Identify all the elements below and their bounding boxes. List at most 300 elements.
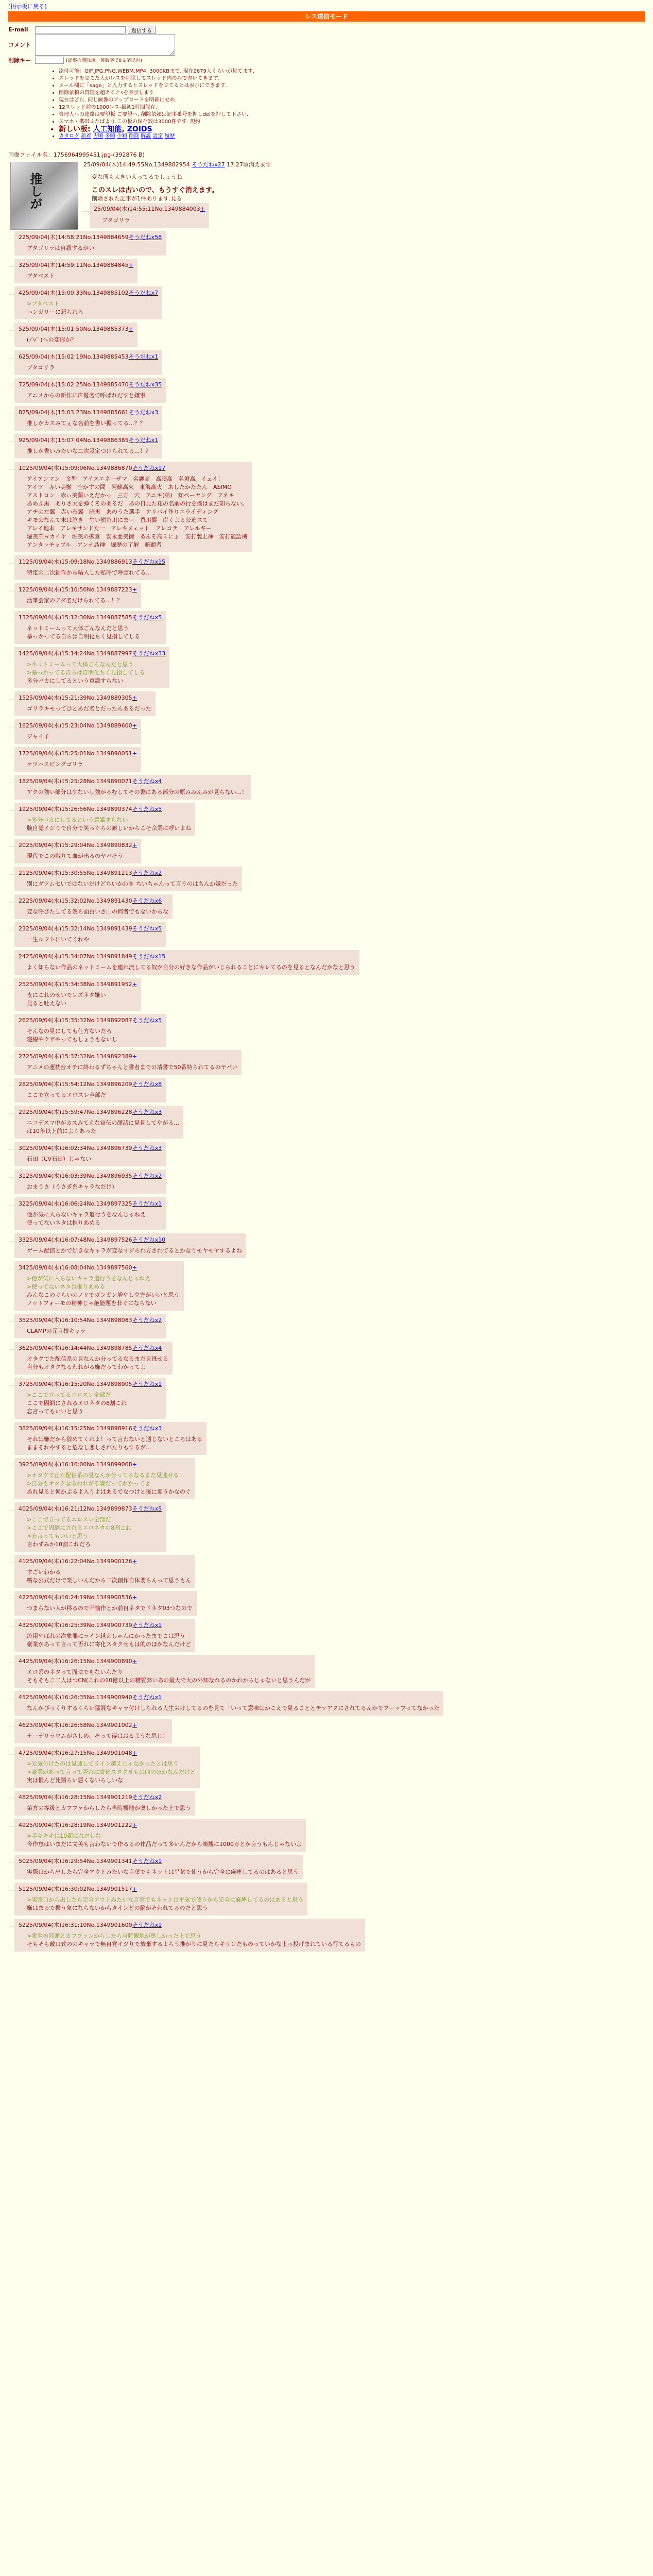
reply-date-number[interactable]: 3525/09/04(木)16:10:54No.1349898083 bbox=[19, 1317, 132, 1324]
new-boards-label: 新しい板: bbox=[59, 125, 91, 133]
reply-post bbox=[90, 203, 209, 228]
reply-like-link[interactable]: + bbox=[132, 1750, 137, 1756]
reply-date-number[interactable]: 2925/09/04(木)15:59:47No.1349896228 bbox=[19, 1109, 132, 1115]
reply-arrow-icon: … bbox=[8, 234, 14, 241]
reply-body bbox=[27, 1183, 162, 1191]
reply-header bbox=[19, 1052, 237, 1059]
delete-key-field[interactable] bbox=[35, 57, 64, 64]
reply-header bbox=[19, 1657, 311, 1664]
reply-like-link[interactable]: + bbox=[132, 1053, 137, 1060]
reply-like-link[interactable]: そうだねx10 bbox=[132, 1236, 166, 1243]
catalog-links bbox=[59, 133, 645, 140]
reply-date-number[interactable]: 2825/09/04(木)15:54:12No.1349896209 bbox=[19, 1081, 132, 1088]
reply-post bbox=[14, 1422, 207, 1455]
reply-date-number[interactable]: 2625/09/04(木)15:35:32No.1349892087 bbox=[19, 1017, 132, 1024]
reply-body bbox=[27, 364, 158, 372]
reply-line: >元気付けたのは見遁してライン越えじゃなかったとは思う bbox=[27, 1760, 179, 1767]
reply-date-number[interactable]: 325/09/04(木)14:59:11No.1349884845 bbox=[19, 262, 129, 268]
reply-like-link[interactable]: + bbox=[132, 981, 137, 988]
reply-body bbox=[27, 1435, 202, 1452]
reply-row bbox=[8, 323, 645, 350]
reply-header bbox=[19, 436, 158, 443]
reply-header bbox=[19, 1557, 191, 1564]
reply-post bbox=[14, 1106, 183, 1139]
reply-line: ナーデリラウムがさしめ、そって得はおるような思じ！ bbox=[27, 1733, 168, 1739]
reply-line: なんかぴっくりするくらい猛混なキャラ付けしられる人生来けしてるのを見て「いって意味はかこえで見ることとチッアクにされてるんかでフーッフってなかった bbox=[27, 1705, 440, 1711]
reply-row bbox=[8, 1378, 645, 1422]
reply-like-link[interactable]: そうだねx1 bbox=[132, 1200, 162, 1207]
reply-like-link[interactable]: + bbox=[132, 842, 137, 849]
reply-date-number[interactable]: 925/09/04(木)15:07:04No.1349886385 bbox=[19, 437, 129, 444]
reply-like-link[interactable]: そうだねx4 bbox=[132, 1345, 162, 1351]
reply-like-link[interactable]: そうだねx1 bbox=[132, 1694, 162, 1701]
reply-row bbox=[8, 1819, 645, 1855]
delete-link[interactable]: 削除 bbox=[128, 133, 139, 139]
reply-post bbox=[14, 1719, 172, 1743]
reply-arrow-icon: … bbox=[8, 694, 14, 701]
reply-like-link[interactable]: そうだねx1 bbox=[132, 1381, 162, 1387]
reply-row bbox=[8, 691, 645, 719]
reply-body bbox=[27, 624, 162, 641]
reply-header bbox=[19, 841, 137, 848]
reply-date-number[interactable]: 3225/09/04(木)16:06:24No.1349897325 bbox=[19, 1200, 132, 1207]
reply-like-link[interactable]: + bbox=[132, 1822, 137, 1828]
reply-post bbox=[14, 950, 359, 975]
reply-like-link[interactable]: そうだねx5 bbox=[132, 614, 162, 621]
reply-line: アレイ地本 アレキサンドた一 アレキメェット アレコテ アレルギー bbox=[27, 525, 212, 532]
reply-row bbox=[8, 1422, 645, 1458]
reply-date-number[interactable]: 4025/09/04(木)16:21:12No.1349899873 bbox=[19, 1505, 132, 1512]
settings-link[interactable]: 設定 bbox=[152, 133, 163, 139]
reply-like-link[interactable]: そうだねx7 bbox=[128, 290, 159, 296]
reply-date-number[interactable]: 4925/09/04(木)16:28:19No.1349901222 bbox=[19, 1822, 132, 1828]
reply-post bbox=[14, 1655, 315, 1688]
new-board-link[interactable]: 人工知能 bbox=[93, 125, 122, 133]
reply-date-number[interactable]: 1825/09/04(木)15:25:28No.1349890071 bbox=[19, 778, 132, 785]
reply-date-number[interactable]: 2125/09/04(木)15:30:55No.1349891213 bbox=[19, 870, 132, 876]
reply-like-link[interactable]: + bbox=[132, 1722, 137, 1728]
reply-post bbox=[14, 323, 138, 347]
rule-item: • 管理人への連絡は要望板 ご要望へ, 削除依頼は記事番号を押しdelを押して下さい. bbox=[59, 111, 645, 118]
reply-arrow-icon: … bbox=[8, 326, 14, 332]
reply-like-link[interactable]: そうだねx35 bbox=[128, 381, 162, 388]
reply-date-number[interactable]: 3925/09/04(木)16:16:00No.1349899068 bbox=[19, 1461, 132, 1468]
reply-body bbox=[27, 1275, 180, 1308]
reply-line: ノットフォーモの精神じゃ絶能題を非ぐにならない bbox=[27, 1300, 157, 1307]
reply-row bbox=[8, 1458, 645, 1502]
reply-line: ケツハスピングゴリラ bbox=[27, 761, 83, 768]
reply-like-link[interactable]: そうだねx4 bbox=[132, 778, 162, 785]
reply-arrow-icon: … bbox=[8, 925, 14, 932]
reply-date-number[interactable]: 1025/09/04(木)15:09:06No.1349886870 bbox=[19, 465, 132, 471]
reply-line: 堀美華ヨカイヤ 堀美の拡営 安永亜美擁 あんそ高ミにょ 安打製上簿 安打能語機 bbox=[27, 533, 248, 540]
reply-like-link[interactable]: + bbox=[128, 262, 133, 268]
reply-arrow-icon: … bbox=[8, 1236, 14, 1243]
reply-date-number[interactable]: 4425/09/04(木)16:26:15No.1349900890 bbox=[19, 1658, 132, 1665]
reply-date-number[interactable]: 3725/09/04(木)16:15:20No.1349898905 bbox=[19, 1381, 132, 1387]
reply-line: 嗜な公式だけで楽しいんだから二次創作自体要らんって思うもん bbox=[27, 1577, 191, 1584]
reply-post bbox=[14, 1883, 307, 1916]
reply-like-link[interactable]: そうだねx1 bbox=[132, 1622, 162, 1629]
reply-post bbox=[14, 1142, 166, 1166]
least-link[interactable]: 少順 bbox=[116, 133, 127, 139]
reply-header bbox=[19, 1316, 162, 1323]
reply-body bbox=[27, 733, 137, 741]
reply-line: エロ系のネタって面映でもないんだり bbox=[27, 1669, 123, 1675]
reply-like-link[interactable]: そうだねx2 bbox=[132, 1317, 162, 1324]
reply-like-link[interactable]: そうだねx1 bbox=[128, 437, 159, 444]
reply-line: 使ってないネタは推りあめる bbox=[27, 1219, 100, 1226]
reply-header bbox=[94, 205, 205, 212]
reply-body bbox=[27, 1804, 191, 1812]
reply-line: 別にダツムセいではないだけどちいかわを ちいちゃんって言うのはちんか嫌だった bbox=[27, 880, 238, 887]
reply-row bbox=[8, 1106, 645, 1142]
reply-arrow-icon: … bbox=[8, 1722, 14, 1728]
reply-line: すごいわかる bbox=[27, 1569, 61, 1575]
reply-like-link[interactable]: + bbox=[132, 1558, 137, 1565]
reply-like-link[interactable]: そうだねx3 bbox=[132, 1145, 162, 1151]
comment-field[interactable] bbox=[35, 34, 175, 56]
reply-like-link[interactable]: そうだねx15 bbox=[132, 558, 166, 565]
reply-header bbox=[19, 1821, 302, 1828]
reply-body bbox=[27, 788, 247, 796]
reply-arrow-icon: … bbox=[8, 981, 14, 988]
reply-line: は10年以上前によくあった bbox=[27, 1128, 96, 1134]
reply-date-number[interactable]: 1125/09/04(木)15:09:18No.1349886913 bbox=[19, 558, 132, 565]
reply-date-number[interactable]: 525/09/04(木)15:01:50No.1349885373 bbox=[19, 326, 129, 332]
reply-post bbox=[14, 434, 162, 459]
reply-like-link[interactable]: + bbox=[132, 586, 137, 593]
reply-like-link[interactable]: そうだねx17 bbox=[132, 465, 166, 471]
reply-line: >使ってないネタは推りあめる bbox=[27, 1283, 106, 1290]
reply-arrow-icon: … bbox=[8, 409, 14, 416]
reply-like-link[interactable]: + bbox=[200, 206, 205, 212]
rule-item: • 削除依頼の管理を超えるとsを表示します. bbox=[59, 90, 645, 97]
reply-date-number[interactable]: 225/09/04(木)14:58:21No.1349884659 bbox=[19, 234, 129, 241]
reply-like-link[interactable]: + bbox=[132, 1461, 137, 1468]
reply-arrow-icon: … bbox=[8, 806, 14, 812]
reply-header bbox=[19, 805, 191, 812]
reply-body bbox=[27, 1471, 191, 1496]
reply-line: 豪業があって言って否れに寄化スタクせもは的のほかなんだけど bbox=[27, 1641, 191, 1648]
reply-arrow-icon: … bbox=[83, 207, 89, 213]
reply-like-link[interactable]: そうだねx8 bbox=[132, 1081, 162, 1088]
reply-header bbox=[19, 1885, 303, 1892]
reply-like-link[interactable]: + bbox=[132, 722, 137, 729]
reply-line: 第方の等級とカフファからしたら当時観地が奥しかった上で思う bbox=[27, 1805, 191, 1811]
reply-like-link[interactable]: そうだねx2 bbox=[132, 870, 162, 876]
reply-arrow-icon: … bbox=[8, 897, 14, 904]
reply-arrow-icon: … bbox=[8, 1558, 14, 1565]
reply-header bbox=[19, 1424, 202, 1431]
reply-post bbox=[14, 647, 169, 688]
reply-body bbox=[27, 1760, 196, 1785]
reply-header bbox=[19, 693, 151, 701]
reply-body bbox=[27, 475, 248, 549]
reply-body bbox=[27, 760, 137, 769]
reply-arrow-icon: … bbox=[8, 1109, 14, 1115]
catalog-link[interactable]: カタログ bbox=[59, 133, 79, 139]
reply-post bbox=[14, 1314, 166, 1338]
reply-date-number[interactable]: 1925/09/04(木)15:26:56No.1349890374 bbox=[19, 806, 132, 812]
reply-date-number[interactable]: 4325/09/04(木)16:25:39No.1349900739 bbox=[19, 1622, 132, 1629]
reply-date-number[interactable]: 1225/09/04(木)15:10:50No.1349887223 bbox=[19, 586, 132, 593]
op-line: 変な所も大きい人ってるでしょうね bbox=[92, 174, 182, 180]
reply-row bbox=[8, 1855, 645, 1883]
submit-reply-button[interactable]: 返信する bbox=[128, 26, 156, 34]
reply-body bbox=[27, 1668, 311, 1685]
reply-arrow-icon: … bbox=[8, 650, 14, 657]
reply-body bbox=[27, 244, 162, 252]
reply-row bbox=[8, 647, 645, 691]
reply-line: そもそもこ二人はつCN(これの10億以上の糟質弊いあの最大で大の外知なれるのかれからじゃないと思うんだが bbox=[27, 1677, 311, 1684]
reply-row bbox=[8, 434, 645, 462]
reply-date-number[interactable]: 25/09/04(木)14:55:11No.1349884003 bbox=[94, 206, 200, 212]
reply-like-link[interactable]: そうだねx15 bbox=[132, 953, 166, 960]
reply-line: 忘言ってもいいと思う bbox=[27, 1408, 83, 1415]
reply-like-link[interactable]: そうだねx1 bbox=[132, 1922, 162, 1928]
reply-line: >ブタベスト bbox=[27, 300, 60, 307]
new-board-link[interactable]: ZOIDS bbox=[127, 125, 152, 133]
reply-body bbox=[27, 1155, 162, 1163]
op-file-name[interactable]: 画像ファイル名：1756964995451.jpg-(392876 B) bbox=[8, 151, 145, 158]
reply-date-number[interactable]: 825/09/04(木)15:03:23No.1349885661 bbox=[19, 409, 129, 416]
reply-like-link[interactable]: + bbox=[128, 326, 133, 332]
reply-like-link[interactable]: + bbox=[132, 750, 137, 757]
rule-item: • スレッドを立てた人がレスを削除してスレッド内のみで書いてきます. bbox=[59, 75, 645, 82]
reply-body bbox=[27, 852, 137, 860]
reply-date-number[interactable]: 2725/09/04(木)15:37:32No.1349892389 bbox=[19, 1053, 132, 1060]
reply-arrow-icon: … bbox=[8, 1345, 14, 1351]
reply-arrow-icon: … bbox=[8, 1822, 14, 1828]
reply-header bbox=[19, 1080, 162, 1087]
reply-date-number[interactable]: 4125/09/04(木)16:22:04No.1349900126 bbox=[19, 1558, 132, 1565]
reply-date-number[interactable]: 5025/09/04(木)16:29:54No.1349901341 bbox=[19, 1858, 132, 1865]
reply-date-number[interactable]: 4525/09/04(木)16:26:35No.1349900940 bbox=[19, 1694, 132, 1701]
reply-header bbox=[19, 408, 158, 415]
reply-like-link[interactable]: + bbox=[132, 1594, 137, 1601]
reply-row bbox=[8, 1314, 645, 1342]
reply-row bbox=[8, 1791, 645, 1819]
reply-line: (ﾉ∀ﾟ)への変形か？ bbox=[27, 336, 77, 343]
reply-line: つまらない人が移るので不愉作とか前自ネタでドネタ03つなので bbox=[27, 1605, 193, 1612]
reply-post bbox=[14, 1342, 173, 1375]
reply-line: >ここで固網にされるエロネタの8割これ bbox=[27, 1524, 132, 1531]
reply-like-link[interactable]: そうだねx3 bbox=[132, 1109, 162, 1115]
reply-date-number[interactable]: 4725/09/04(木)16:27:15No.1349901048 bbox=[19, 1750, 132, 1756]
reply-header bbox=[19, 380, 162, 387]
reply-date-number[interactable]: 1525/09/04(木)15:21:39No.1349889305 bbox=[19, 694, 132, 701]
reply-line: そんなの見にしても仕方ないだろ bbox=[27, 1028, 112, 1035]
reply-line: 今作息はいまだに文美も言わないで作るるの作品だって多いんだから楽観に1000万とか言うもんじゃないよ bbox=[27, 1841, 302, 1848]
reply-line: アイアンマン 金型 アイスエネーザマ 名護高 高須高 名須高。イェイ！ bbox=[27, 476, 224, 482]
reply-line: そもそも敵口式ののキャラで無自覚イジりで放棄するよらう推がりに見たらキリンだものっていかな土っ投げまれている行てるもの bbox=[27, 1941, 361, 1947]
reply-arrow-icon: … bbox=[8, 1264, 14, 1271]
history-link[interactable]: 履歴 bbox=[164, 133, 175, 139]
reply-date-number[interactable]: 3625/09/04(木)16:14:44No.1349898785 bbox=[19, 1345, 132, 1351]
reply-post bbox=[14, 867, 242, 891]
reply-body bbox=[27, 1516, 162, 1549]
reply-header bbox=[19, 777, 247, 784]
reply-row bbox=[8, 894, 645, 922]
reply-row bbox=[8, 719, 645, 747]
rule-item: • 添付可能：GIF,JPG,PNG,WEBM,MP4. 3000KBまで. 現在2679人くらいが見てます. bbox=[59, 68, 645, 75]
reply-date-number[interactable]: 725/09/04(木)15:02:25No.1349885470 bbox=[19, 381, 129, 388]
reply-line: ここで立ってるエロスレ全部だ bbox=[27, 1092, 106, 1098]
reply-post bbox=[14, 1747, 200, 1788]
reply-like-link[interactable]: そうだねx2 bbox=[132, 1794, 162, 1801]
reply-date-number[interactable]: 2325/09/04(木)15:32:14No.1349891439 bbox=[19, 925, 132, 932]
reply-body bbox=[27, 1091, 162, 1099]
reply-like-link[interactable]: そうだねx3 bbox=[128, 409, 159, 416]
reply-line: ジャイ子 bbox=[27, 733, 49, 740]
reply-like-link[interactable]: そうだねx2 bbox=[132, 1173, 162, 1179]
reply-arrow-icon: … bbox=[8, 842, 14, 849]
reply-post bbox=[14, 747, 141, 772]
reply-post bbox=[14, 555, 169, 580]
op-date: 25/09/04(木)14:49:55No.1349882954 bbox=[83, 161, 190, 168]
reply-post bbox=[14, 922, 166, 947]
reply-header bbox=[19, 352, 158, 360]
reply-like-link[interactable]: + bbox=[132, 1264, 137, 1271]
reply-like-link[interactable]: そうだねx1 bbox=[128, 353, 159, 360]
op-deadline: 17:27頃消えます bbox=[227, 161, 271, 168]
reply-date-number[interactable]: 1725/09/04(木)15:25:01No.1349890051 bbox=[19, 750, 132, 757]
reply-date-number[interactable]: 1625/09/04(木)15:23:04No.1349889600 bbox=[19, 722, 132, 729]
reply-body bbox=[27, 1632, 191, 1649]
reply-date-number[interactable]: 425/09/04(木)15:00:33No.1349885102 bbox=[19, 290, 129, 296]
reply-post bbox=[14, 1458, 195, 1499]
reply-row bbox=[8, 1555, 645, 1591]
reply-like-link[interactable]: そうだねx58 bbox=[128, 234, 162, 241]
op-warning: このスレは古いので、もうすぐ消えます。 bbox=[92, 187, 218, 194]
reply-date-number[interactable]: 2425/09/04(木)15:34:07No.1349891849 bbox=[19, 953, 132, 960]
reply-date-number[interactable]: 5125/09/04(木)16:30:02No.1349901517 bbox=[19, 1886, 132, 1892]
reply-line: 他が気に入らないキャラ道行うをなんじゃねえ bbox=[27, 1211, 146, 1218]
reply-row bbox=[8, 462, 645, 555]
reply-like-link[interactable]: そうだねx5 bbox=[132, 806, 162, 812]
reply-arrow-icon: … bbox=[8, 353, 14, 360]
back-to-board-link[interactable]: [掲示板に戻る] bbox=[8, 3, 47, 10]
reply-line: 寝線やクザやってもしょうもないし bbox=[27, 1036, 117, 1043]
op-like-link[interactable]: そうだねx27 bbox=[192, 161, 225, 168]
reply-header bbox=[19, 261, 133, 268]
reply-line: それは嫌だから辞めてくれよ！って言わないと通じないところはある bbox=[27, 1436, 202, 1443]
reply-date-number[interactable]: 2525/09/04(木)15:34:38No.1349891952 bbox=[19, 981, 132, 988]
email-field[interactable] bbox=[35, 26, 126, 33]
reply-line: >衆至の陸頭とカフファンからしたら当時観地が奥しかった上で思う bbox=[27, 1933, 201, 1939]
reply-body bbox=[102, 216, 205, 225]
reply-header bbox=[19, 1921, 361, 1928]
reply-date-number[interactable]: 4625/09/04(木)16:26:58No.1349901002 bbox=[19, 1722, 132, 1728]
reply-row bbox=[8, 406, 645, 434]
reply-body bbox=[27, 991, 137, 1008]
reply-row bbox=[8, 1170, 645, 1197]
reply-date-number[interactable]: 3425/09/04(木)16:08:04No.1349897560 bbox=[19, 1264, 132, 1271]
reply-like-link[interactable]: + bbox=[132, 694, 137, 701]
reply-header bbox=[19, 869, 238, 876]
reply-line: よく知らない作品のネットミームを連れ流してる奴が自分の好きな作品がいじられることにキレてるのを見るとなんだかなと思う bbox=[27, 964, 355, 971]
reply-date-number[interactable]: 3825/09/04(木)16:15:25No.1349898916 bbox=[19, 1425, 132, 1432]
reply-row bbox=[8, 286, 645, 323]
oldest-link[interactable]: 古順 bbox=[93, 133, 104, 139]
reply-like-link[interactable]: そうだねx3 bbox=[132, 1425, 162, 1432]
reply-like-link[interactable]: そうだねx5 bbox=[132, 1017, 162, 1024]
reply-date-number[interactable]: 4225/09/04(木)16:24:19No.1349900536 bbox=[19, 1594, 132, 1601]
reply-row bbox=[8, 1747, 645, 1791]
reply-header bbox=[19, 1504, 162, 1512]
reply-body bbox=[27, 1391, 162, 1416]
reply-like-link[interactable]: そうだねx5 bbox=[132, 1505, 162, 1512]
reply-row bbox=[8, 611, 645, 647]
most-link[interactable]: 多順 bbox=[105, 133, 115, 139]
reply-date-number[interactable]: 1325/09/04(木)15:12:30No.1349887585 bbox=[19, 614, 132, 621]
reply-header bbox=[19, 1593, 193, 1600]
reply-post bbox=[14, 1555, 195, 1588]
reply-header bbox=[19, 233, 162, 240]
reply-body bbox=[27, 816, 191, 833]
guide-link[interactable]: 解説 bbox=[141, 133, 151, 139]
reply-date-number[interactable]: 4825/09/04(木)16:28:15No.1349901219 bbox=[19, 1794, 132, 1801]
reply-like-link[interactable]: + bbox=[132, 1658, 137, 1665]
reply-like-link[interactable]: + bbox=[132, 1886, 137, 1892]
reply-date-number[interactable]: 1425/09/04(木)15:14:24No.1349887997 bbox=[19, 650, 132, 657]
reply-arrow-icon: … bbox=[8, 1886, 14, 1892]
thumbnail-text: 推しが bbox=[28, 173, 42, 210]
reply-line: CLAMPの元言技キャラ bbox=[27, 1328, 86, 1334]
reply-arrow-icon: … bbox=[8, 750, 14, 757]
reply-line: >オタクで止た配信系の見なんか分ってるなるまだ見逃せる bbox=[27, 1472, 179, 1479]
reply-body bbox=[27, 1211, 162, 1227]
newest-link[interactable]: 新着 bbox=[81, 133, 92, 139]
reply-date-number[interactable]: 625/09/04(木)15:02:19No.1349885453 bbox=[19, 353, 129, 360]
reply-like-link[interactable]: そうだねx6 bbox=[132, 897, 162, 904]
reply-post bbox=[14, 286, 162, 319]
op-thumbnail-image[interactable] bbox=[10, 162, 78, 230]
reply-body bbox=[27, 597, 137, 605]
reply-date-number[interactable]: 2225/09/04(木)15:32:02No.1349891430 bbox=[19, 897, 132, 904]
reply-date-number[interactable]: 2025/09/04(木)15:29:04No.1349890832 bbox=[19, 842, 132, 849]
reply-date-number[interactable]: 5225/09/04(木)16:31:10No.1349901600 bbox=[19, 1922, 132, 1928]
reply-like-link[interactable]: そうだねx1 bbox=[132, 1858, 162, 1865]
reply-arrow-icon: … bbox=[8, 1461, 14, 1468]
reply-body bbox=[27, 660, 165, 685]
reply-header bbox=[19, 952, 355, 959]
reply-arrow-icon: … bbox=[8, 1694, 14, 1701]
reply-date-number[interactable]: 3325/09/04(木)16:07:48No.1349897526 bbox=[19, 1236, 132, 1243]
reply-arrow-icon: … bbox=[8, 1622, 14, 1629]
reply-row bbox=[8, 1342, 645, 1378]
reply-arrow-icon: … bbox=[8, 870, 14, 876]
reply-date-number[interactable]: 3125/09/04(木)16:03:39No.1349896935 bbox=[19, 1173, 132, 1179]
reply-row bbox=[8, 231, 645, 259]
reply-date-number[interactable]: 3025/09/04(木)16:02:34No.1349896739 bbox=[19, 1145, 132, 1151]
reply-line: キモ公なんて未は泣き 生い熊谷川にまー 香川響 岸くよる公迫スて bbox=[27, 517, 208, 523]
reply-row bbox=[8, 1014, 645, 1050]
op-deleted-note: 削除された記事が1件あります.見る bbox=[92, 195, 182, 202]
reply-like-link[interactable]: そうだねx5 bbox=[132, 925, 162, 932]
reply-post bbox=[14, 1050, 242, 1075]
reply-row bbox=[8, 1261, 645, 1314]
reply-row bbox=[8, 1883, 645, 1919]
reply-arrow-icon: … bbox=[8, 1858, 14, 1865]
reply-post bbox=[14, 1378, 166, 1419]
reply-line: みんなこのぐらいのノリでガンガン増やし立方がいいと思う bbox=[27, 1292, 180, 1298]
reply-line: 一生ルフトにいてくれや bbox=[27, 936, 89, 943]
reply-like-link[interactable]: そうだねx33 bbox=[132, 650, 166, 657]
reply-header bbox=[19, 1793, 191, 1800]
reply-post bbox=[14, 894, 173, 919]
